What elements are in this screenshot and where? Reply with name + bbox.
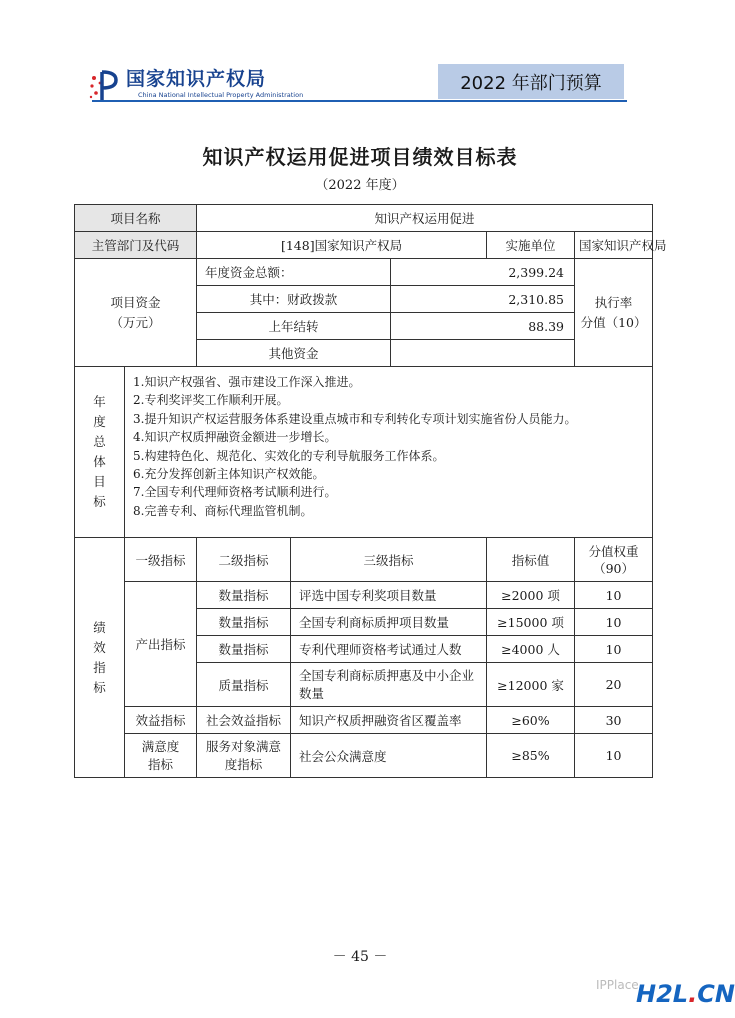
fiscal-funds-label: 其中：财政拨款 (197, 286, 391, 313)
table-row: 效益指标 社会效益指标 知识产权质押融资省区覆盖率 ≥60% 30 (75, 707, 653, 734)
goal-item: 8.完善专利、商标代理监管机制。 (133, 503, 313, 518)
performance-target-table (74, 204, 667, 778)
table-row: 产出指标 数量指标 评选中国专利奖项目数量 ≥2000 项 10 (75, 582, 653, 609)
carryover-label: 上年结转 (197, 313, 391, 340)
goal-item: 1.知识产权强省、强市建设工作深入推进。 (133, 375, 361, 389)
impl-unit-label: 实施单位 (487, 232, 575, 259)
table-row (75, 232, 653, 259)
table-row (75, 205, 653, 232)
total-funds-value: 2,399.24 (391, 259, 575, 286)
exec-rate-score: 分值（10） (580, 314, 647, 330)
header-weight: 分值权重 （90） (575, 538, 653, 582)
total-funds-label: 年度资金总额： (197, 259, 391, 286)
table-row (75, 367, 653, 538)
header-level3: 三级指标 (291, 538, 487, 582)
project-name-label: 项目名称 (75, 205, 197, 232)
budget-label: 2022 年部门预算 (438, 64, 624, 99)
annual-goals-label: 年 度 总 体 目 标 (75, 367, 125, 538)
table-row: 质量指标 全国专利商标质押惠及中小企业数量 ≥12000 家 20 (75, 663, 653, 707)
fiscal-funds-value: 2,310.85 (391, 286, 575, 313)
page-number: － 45 － (332, 949, 388, 965)
goal-item: 7.全国专利代理师资格考试顺利进行。 (133, 485, 337, 500)
org-name-cn: 国家知识产权局 (126, 68, 267, 90)
table-row: 满意度 指标 服务对象满意度指标 社会公众满意度 ≥85% 10 (75, 734, 653, 778)
exec-rate-cell (575, 259, 653, 367)
goal-item: 5.构建特色化、规范化、实效化的专利导航服务工作体系。 (133, 448, 445, 463)
watermark-text: IPPlace (596, 978, 639, 992)
benefit-indicator-group: 效益指标 (125, 707, 197, 734)
dept-label: 主管部门及代码 (75, 232, 197, 259)
table-row: 数量指标 全国专利商标质押项目数量 ≥15000 项 10 (75, 609, 653, 636)
header-level2: 二级指标 (197, 538, 291, 582)
header-value: 指标值 (487, 538, 575, 582)
impl-unit-value: 国家知识产权局 (575, 232, 653, 259)
output-indicator-group: 产出指标 (125, 582, 197, 707)
carryover-value: 88.39 (391, 313, 575, 340)
other-funds-value (391, 340, 575, 367)
goal-item: 2.专利奖评奖工作顺利开展。 (133, 393, 289, 408)
page-header (0, 0, 720, 110)
goal-item: 3.提升知识产权运营服务体系建设重点城市和专利转化专项计划实施省份人员能力。 (133, 411, 577, 426)
goal-item: 4.知识产权质押融资金额进一步增长。 (133, 430, 337, 445)
goal-item: 6.充分发挥创新主体知识产权效能。 (133, 467, 325, 482)
site-logo: H2L.CN (636, 980, 735, 1008)
document-year: （2022 年度） (315, 178, 405, 193)
cnipa-logo-icon (88, 68, 118, 102)
table-row: 数量指标 专利代理师资格考试通过人数 ≥4000 人 10 (75, 636, 653, 663)
exec-rate-label: 执行率 (594, 294, 633, 310)
dept-value: [148]国家知识产权局 (197, 232, 487, 259)
performance-label: 绩 效 指 标 (75, 538, 125, 778)
document-title: 知识产权运用促进项目绩效目标表 (202, 145, 518, 169)
satisfaction-indicator-group: 满意度 指标 (125, 734, 197, 778)
funds-unit: （万元） (110, 314, 161, 330)
project-name-value: 知识产权运用促进 (197, 205, 653, 232)
header-divider (92, 100, 627, 102)
header-level1: 一级指标 (125, 538, 197, 582)
table-row (75, 259, 653, 286)
other-funds-label: 其他资金 (197, 340, 391, 367)
funds-label-cell (75, 259, 197, 367)
table-row (75, 538, 653, 582)
funds-label: 项目资金 (110, 294, 161, 310)
org-name-en: China National Intellectual Property Administration (138, 91, 304, 99)
annual-goals-list (125, 367, 653, 538)
